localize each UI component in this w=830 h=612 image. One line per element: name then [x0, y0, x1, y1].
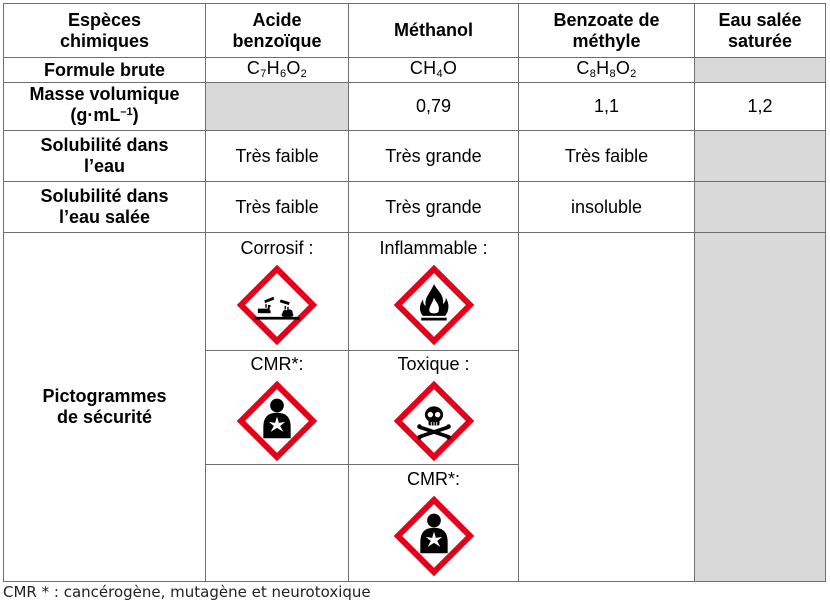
formula-label: Formule brute: [4, 58, 206, 83]
picto-methanol-toxic: [349, 351, 519, 465]
formula-methyl-benzoate: C8H8O2: [519, 58, 695, 83]
density-benzoic-acid-empty: [206, 83, 349, 131]
solubility-salt-methyl-benzoate: insoluble: [519, 182, 695, 233]
skull-crossbones-icon: [393, 380, 475, 462]
picto-benzoic-acid-empty: [206, 465, 349, 582]
picto-benzoic-acid-corrosive: [206, 233, 349, 351]
picto-label-flammable: Inflammable :: [379, 237, 488, 258]
density-methanol: 0,79: [349, 83, 519, 131]
chemical-data-table: [3, 3, 826, 582]
header-row: [4, 4, 826, 58]
solubility-water-label: Solubilité dans l’eau: [4, 131, 206, 182]
density-label: Masse volumique $(g\cdot mL^{-1})$: [4, 83, 206, 131]
flame-icon: [393, 264, 475, 346]
picto-benzoic-acid-cmr: [206, 351, 349, 465]
solubility-water-methanol: Très grande: [349, 131, 519, 182]
picto-label-corrosive: Corrosif :: [240, 237, 314, 258]
formula-methanol: CH4O: [349, 58, 519, 83]
formula-benzoic-acid: C7H6O2: [206, 58, 349, 83]
corrosive-icon: [236, 264, 318, 346]
picto-methyl-benzoate-empty: [519, 233, 695, 582]
pictogram-label: Pictogrammes de sécurité: [4, 233, 206, 582]
picto-label-cmr: CMR*:: [407, 469, 460, 489]
header-species: Espèces chimiques: [4, 4, 206, 58]
header-saturated-salt-water: Eau salée saturée: [695, 4, 826, 58]
solubility-salt-methanol: Très grande: [349, 182, 519, 233]
solubility-water-salt-water-empty: [695, 131, 826, 182]
header-methyl-benzoate: Benzoate de méthyle: [519, 4, 695, 58]
picto-methanol-flammable: [349, 233, 519, 351]
density-row: [4, 83, 826, 131]
solubility-salt-salt-water-empty: [695, 182, 826, 233]
picto-label-toxic: Toxique :: [397, 353, 470, 374]
picto-label-cmr: CMR*:: [250, 353, 304, 374]
pictogram-row-1: [4, 233, 826, 351]
footnote: CMR * : cancérogène, mutagène et neurotoxique: [3, 583, 371, 601]
solubility-water-row: [4, 131, 826, 182]
formula-row: [4, 58, 826, 83]
header-methanol: Méthanol: [349, 4, 519, 58]
solubility-salt-row: [4, 182, 826, 233]
health-hazard-icon: [393, 495, 475, 577]
health-hazard-icon: [236, 380, 318, 462]
header-benzoic-acid: Acide benzoïque: [206, 4, 349, 58]
formula-salt-water-empty: [695, 58, 826, 83]
density-methyl-benzoate: 1,1: [519, 83, 695, 131]
picto-methanol-cmr: [349, 465, 519, 582]
solubility-salt-benzoic-acid: Très faible: [206, 182, 349, 233]
solubility-salt-label: Solubilité dans l’eau salée: [4, 182, 206, 233]
solubility-water-benzoic-acid: Très faible: [206, 131, 349, 182]
density-salt-water: 1,2: [695, 83, 826, 131]
picto-salt-water-empty: [695, 233, 826, 582]
solubility-water-methyl-benzoate: Très faible: [519, 131, 695, 182]
